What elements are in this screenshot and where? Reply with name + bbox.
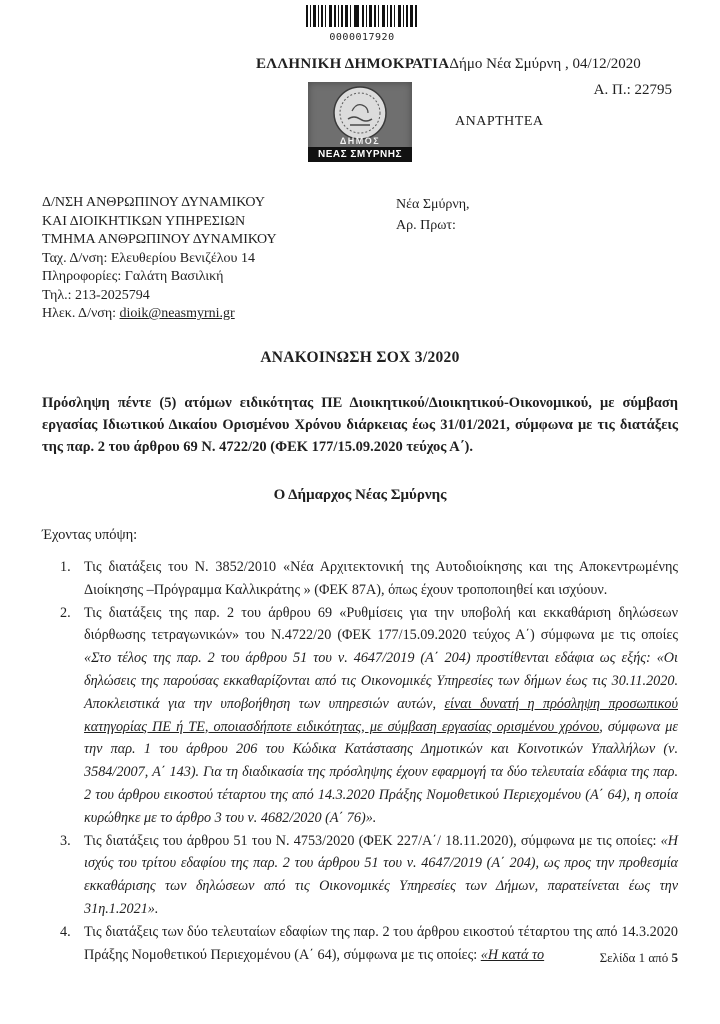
info-contact-line: Πληροφορίες: Γαλάτη Βασιλική [42, 269, 224, 284]
list-item-segment: Τις διατάξεις του άρθρου 51 του Ν. 4753/2020 (ΦΕΚ 227/Α΄/ 18.11.2020), σύμφωνα με τις οποίες: [84, 832, 661, 849]
page-footer [42, 950, 678, 966]
barcode [302, 5, 422, 43]
mayor-heading: Ο Δήμαρχος Νέας Σμύρνης [273, 487, 447, 503]
reference-block [396, 194, 470, 236]
protocol-number: Α. Π.: 22795 [593, 82, 672, 98]
list-item [56, 556, 678, 602]
list-item-text [84, 602, 678, 830]
list-item-number: 4. [60, 923, 71, 940]
list-item-segment: Τις διατάξεις της παρ. 2 του άρθρου 69 «Ρυθμίσεις για την υποβολή και εκκαθάριση δηλώσεων διόρθωσης τετραγωνικών» του Ν.4722/20 (ΦΕΚ 177/15.09.2020 τεύχος Α΄) σύμφωνα με τις οποίες [84, 604, 678, 644]
list-item-number: 3. [60, 832, 71, 849]
list-item-number: 1. [60, 559, 71, 575]
list-item-text [84, 830, 678, 921]
list-item-segment: είναι δυνατή η πρόσληψη προσωπικού κατηγορίας ΠΕ ή ΤΕ, οποιασδήποτε ειδικότητας, με σύμβαση εργασίας ορισμένου χρόνου [84, 695, 678, 735]
municipal-seal-icon [332, 85, 388, 141]
header-line [256, 56, 641, 73]
reference-city: Νέα Σμύρνη, [396, 197, 470, 212]
phone-line: Τηλ.: 213-2025794 [42, 287, 150, 303]
reference-protocol-label: Αρ. Πρωτ: [396, 218, 456, 233]
barcode-number: 0000017920 [329, 32, 395, 43]
email-line [42, 305, 382, 324]
list-item-segment: Τις διατάξεις των δύο τελευταίων εδαφίων της παρ. 2 του άρθρου εικοστού τέταρτου της από 14.3.2020 Πράξης Νομοθετικού Περιεχομένου (Α΄ 64), σύμφωνα με τις οποίες: [84, 923, 678, 963]
barcode-icon [306, 5, 418, 27]
list-item-number: 2. [60, 604, 71, 621]
list-item-segment: «Η κατά το [480, 946, 545, 963]
announcement-title: ΑΝΑΚΟΙΝΩΣΗ ΣΟΧ 3/2020 [260, 349, 460, 366]
list-item [56, 830, 678, 921]
announcement-summary: Πρόσληψη πέντε (5) ατόμων ειδικότητας ΠΕ Διοικητικού/Διοικητικού-Οικονομικού, με σύμβαση εργασίας Ιδιωτικού Δικαίου Ορισμένου Χρόνου διάρκειας έως 31/01/2021, σύμφωνα με τις διατάξεις της παρ. 2 του άρθρου 69 Ν. 4722/20 (ΦΕΚ 177/15.09.2020 τεύχος Α΄). [42, 395, 678, 455]
anartitea-label: ΑΝΑΡΤΗΤΕΑ [455, 114, 544, 129]
contact-block [42, 194, 382, 324]
logo-neas-smyrnis-label: ΝΕΑΣ ΣΜΥΡΝΗΣ [308, 147, 412, 162]
having-regard-list [56, 556, 678, 966]
list-item-text [84, 556, 678, 602]
having-regard-label: Έχοντας υπόψη: [42, 527, 138, 543]
email-link[interactable]: dioik@neasmyrni.gr [119, 306, 235, 321]
directorate-line2: ΚΑΙ ΔΙΟΙΚΗΤΙΚΩΝ ΥΠΗΡΕΣΙΩΝ [42, 213, 246, 229]
email-label: Ηλεκ. Δ/νση: [42, 306, 120, 321]
municipality-logo [308, 82, 412, 162]
department-line: ΤΜΗΜΑ ΑΝΘΡΩΠΙΝΟΥ ΔΥΝΑΜΙΚΟΥ [42, 232, 277, 247]
hellenic-republic-label: ΕΛΛΗΝΙΚΗ ΔΗΜΟΚΡΑΤΙΑ [256, 56, 450, 72]
place-date: Δήμο Νέα Σμύρνη , 04/12/2020 [449, 56, 641, 72]
list-item [56, 602, 678, 830]
directorate-line: Δ/ΝΣΗ ΑΝΘΡΩΠΙΝΟΥ ΔΥΝΑΜΙΚΟΥ [42, 195, 265, 210]
logo-dimos-label: ΔΗΜΟΣ [339, 136, 381, 146]
footer-page-prefix: Σελίδα 1 από [599, 950, 672, 965]
list-item-segment: , σύμφωνα με την παρ. 1 του άρθρου 206 του Κώδικα Κατάστασης Δημοτικών και Κοινοτικών Υπαλλήλων (ν. 3584/2007, Α΄ 143). Για τη διαδικασία της πρόσληψης έχουν εφαρμογή τα δύο τελευταία εδάφια της παρ. 2 του άρθρου εικοστού τέταρτου της από 14.3.2020 Πράξης Νομοθετικού Περιεχομένου (Α΄ 64), η οποία κυρώθηκε με το άρθρο 3 του ν. 4682/2020 (Α΄ 76)». [84, 718, 678, 826]
list-item-segment: «Στο τέλος της παρ. 2 του άρθρου 51 του ν. 4647/2019 (Α΄ 204) προστίθενται εδάφια ως εξής: «Οι δηλώσεις της παρούσας εκκαθαρίζονται από τις Οικονομικές Υπηρεσίες των δήμων έως τις 30.11.2020. Αποκλειστικά για την υποβοήθηση των υπηρεσιών αυτών, [84, 650, 678, 712]
postal-address-line: Ταχ. Δ/νση: Ελευθερίου Βενιζέλου 14 [42, 250, 255, 266]
list-item-segment: Τις διατάξεις του Ν. 3852/2010 «Νέα Αρχιτεκτονική της Αυτοδιοίκησης και της Αποκεντρωμένης Διοίκησης –Πρόγραμμα Καλλικράτης » (ΦΕΚ 87Α), όπως έχουν τροποποιηθεί και ισχύουν. [84, 559, 678, 598]
list-item-segment: «Η ισχύς του τρίτου εδαφίου της παρ. 2 του άρθρου 51 του ν. 4647/2019 (Α΄ 204), ως προς την προθεσμία εκκαθάρισης των δηλώσεων από τις Οικονομικές Υπηρεσίες των Δήμων, παρατείνεται έως την 31η.1.2021». [84, 832, 678, 917]
footer-page-total: 5 [671, 950, 678, 965]
